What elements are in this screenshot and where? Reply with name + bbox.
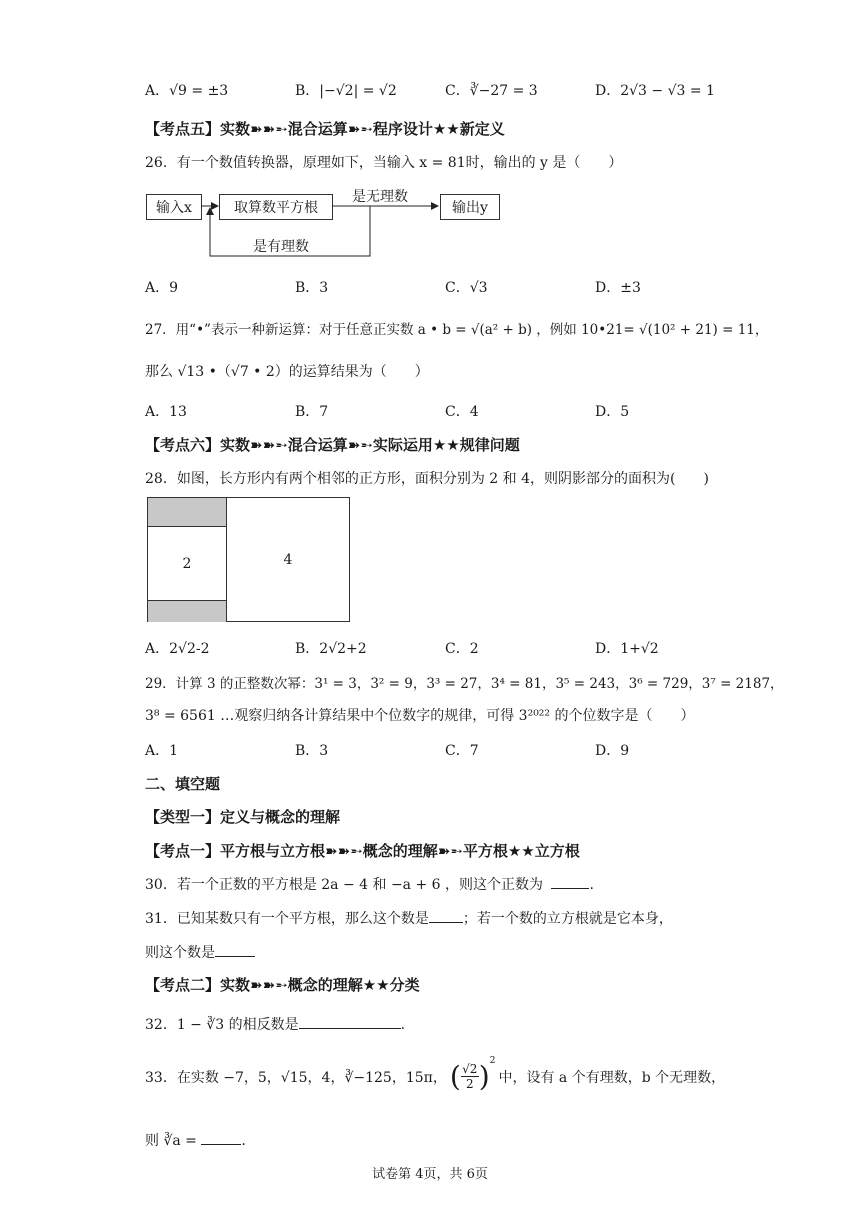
q28-option-b: B．2√2+2 — [295, 641, 367, 657]
type1-heading: 【类型一】定义与概念的理解 — [145, 808, 341, 826]
q25-option-d: D．2√3 − √3 = 1 — [595, 83, 715, 99]
q33-text-a: 33．在实数 −7，5，√15，4，∛−125，15π， — [145, 1069, 447, 1086]
q31-text-b: ；若一个数的立方根就是它本身， — [462, 911, 673, 927]
q31-answer-blank-1[interactable] — [429, 908, 463, 923]
q29-option-b: B．3 — [295, 743, 329, 759]
section2-heading: 二、填空题 — [145, 775, 221, 793]
q30: 30．若一个正数的平方根是 2a − 4 和 −a + 6 ，则这个正数为 . — [145, 874, 594, 894]
q33-text-c: 则 ∛a = — [145, 1133, 197, 1149]
flow-irrational-label: 是无理数 — [352, 189, 408, 205]
q32-answer-blank[interactable] — [299, 1014, 401, 1029]
q26-option-d: D．±3 — [595, 280, 641, 296]
kaodian6-heading: 【考点六】实数➽➽➵混合运算➽➵实际运用★★规律问题 — [145, 436, 520, 454]
flow-process-box: 取算数平方根 — [219, 194, 333, 220]
q32-text: 32．1 − ∛3 的相反数是 — [145, 1017, 299, 1033]
q31-answer-blank-2[interactable] — [215, 942, 255, 957]
flow-input-box: 输入x — [146, 194, 202, 220]
q27-option-c: C．4 — [445, 404, 479, 420]
q29-option-a: A．1 — [145, 743, 179, 759]
q29-line2: 3⁸ = 6561 …观察归纳各计算结果中个位数字的规律，可得 3²⁰²² 的个位数字是（ ） — [145, 708, 695, 724]
q31-line2 — [145, 942, 255, 962]
q29-option-c: C．7 — [445, 743, 479, 759]
q33-fraction: ( √2 2 ) $^2$ — [449, 1056, 496, 1093]
q28-option-d: D．1+√2 — [595, 641, 659, 657]
q31-line1 — [145, 908, 673, 928]
flow-output-box: 输出y — [440, 194, 500, 220]
q28-text: 28．如图，长方形内有两个相邻的正方形，面积分别为 2 和 4，则阴影部分的面积为( ) — [145, 471, 709, 487]
flow-arrows — [140, 180, 510, 262]
q33-text-b: 中，设有 a 个有理数，b 个无理数， — [498, 1069, 726, 1086]
square-small-label: 2 — [182, 555, 192, 572]
q33-line1 — [145, 1056, 726, 1093]
kaodian5-heading: 【考点五】实数➽➽➵混合运算➽➵程序设计★★新定义 — [145, 120, 505, 138]
square-large — [227, 498, 349, 621]
q27-options — [145, 401, 800, 423]
q29-option-d: D．9 — [595, 743, 630, 759]
q27-line1: 27．用“•”表示一种新运算：对于任意正实数 a • b = √(a² + b) ，例如 10•21= √(10² + 21) = 11， — [145, 322, 769, 338]
q31-text-c: 则这个数是 — [145, 945, 215, 961]
q25-option-b: B．|−√2| = √2 — [295, 83, 397, 99]
square-small — [148, 527, 226, 600]
q26-option-c: C．√3 — [445, 280, 488, 296]
q26-text: 26．有一个数值转换器，原理如下，当输入 x = 81时，输出的 y 是（ ） — [145, 155, 623, 171]
q28-option-a: A．2√2-2 — [145, 641, 210, 657]
q29-options — [145, 740, 800, 762]
q30-text: 30．若一个正数的平方根是 2a − 4 和 −a + 6 ，则这个正数为 — [145, 877, 544, 893]
q26-options — [145, 277, 800, 299]
shaded-bottom — [148, 600, 226, 622]
q27-option-a: A．13 — [145, 404, 187, 420]
q28-option-c: C．2 — [445, 641, 479, 657]
kaodian2-heading: 【考点二】实数➽➽➵概念的理解★★分类 — [145, 976, 420, 994]
q28-figure — [147, 497, 350, 622]
square-large-label: 4 — [283, 551, 293, 568]
q27-line2: 那么 √13 •（√7 • 2）的运算结果为（ ） — [145, 364, 429, 380]
q27-option-d: D．5 — [595, 404, 630, 420]
q33-answer-blank[interactable] — [201, 1130, 241, 1145]
q26-option-b: B．3 — [295, 280, 329, 296]
q27-option-b: B．7 — [295, 404, 329, 420]
shaded-top — [148, 498, 226, 527]
q25-options — [145, 80, 800, 102]
q28-options — [145, 638, 800, 660]
page-footer: 试卷第 4页，共 6页 — [372, 1167, 488, 1182]
q33-line2: 则 ∛a = . — [145, 1130, 246, 1150]
q33-square: 2 — [489, 1056, 496, 1066]
q32: 32．1 − ∛3 的相反数是 . — [145, 1014, 405, 1034]
flow-rational-label: 是有理数 — [253, 239, 309, 255]
q26-option-a: A．9 — [145, 280, 179, 296]
kaodian1-heading: 【考点一】平方根与立方根➽➽➵概念的理解➽➵平方根★★立方根 — [145, 842, 580, 860]
q29-line1: 29．计算 3 的正整数次幂：3¹ = 3，3² = 9，3³ = 27，3⁴ = 81，3⁵ = 243，3⁶ = 729，3⁷ = 2187， — [145, 676, 784, 692]
q31-text-a: 31．已知某数只有一个平方根，那么这个数是 — [145, 911, 429, 927]
q25-option-a: A．√9 = ±3 — [145, 83, 229, 99]
q30-answer-blank[interactable] — [551, 874, 589, 889]
q25-option-c: C．∛−27 = 3 — [445, 83, 538, 99]
